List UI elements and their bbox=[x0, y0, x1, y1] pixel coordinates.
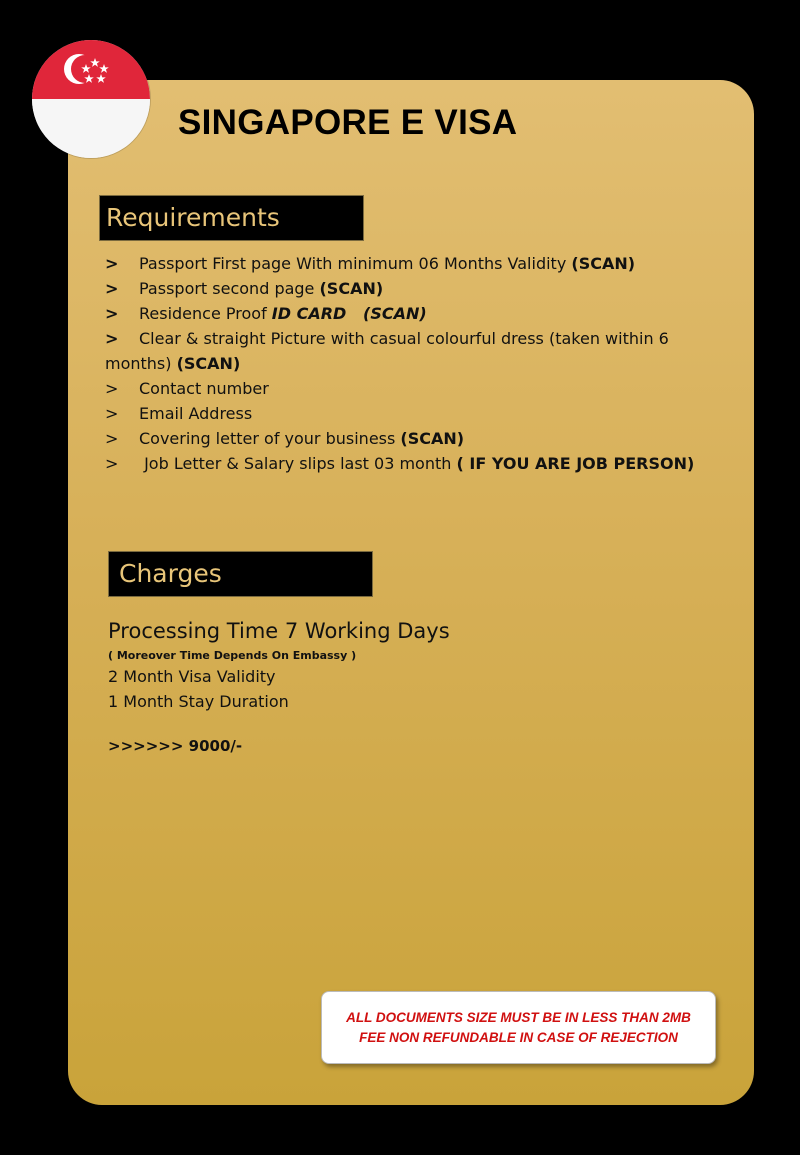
arrow-icon: > bbox=[105, 329, 119, 348]
arrow-icon: > bbox=[105, 304, 119, 323]
singapore-flag-icon bbox=[32, 40, 150, 158]
requirement-tag: ( IF YOU ARE JOB PERSON) bbox=[456, 454, 695, 473]
requirement-text: Clear & straight Picture with casual colourful dress (taken within 6 months) bbox=[105, 329, 669, 373]
requirement-tag: ID CARD (SCAN) bbox=[271, 304, 427, 323]
arrow-icon: > bbox=[105, 404, 119, 423]
requirement-text: Passport second page bbox=[139, 279, 320, 298]
notice-line-refund: FEE NON REFUNDABLE IN CASE OF REJECTION bbox=[359, 1030, 678, 1045]
requirement-tag: (SCAN) bbox=[571, 254, 636, 273]
processing-time: Processing Time 7 Working Days bbox=[108, 619, 450, 643]
requirement-text: Covering letter of your business bbox=[139, 429, 401, 448]
stay-duration: 1 Month Stay Duration bbox=[108, 692, 289, 711]
requirement-tag: (SCAN) bbox=[400, 429, 465, 448]
list-item bbox=[105, 451, 705, 476]
arrow-icon: > bbox=[105, 279, 119, 298]
requirements-list bbox=[105, 251, 705, 476]
requirement-text: Email Address bbox=[139, 404, 253, 423]
list-item bbox=[105, 276, 705, 301]
requirement-text: Residence Proof bbox=[139, 304, 272, 323]
requirement-tag: (SCAN) bbox=[176, 354, 241, 373]
requirement-text: Passport First page With minimum 06 Months Validity bbox=[139, 254, 572, 273]
arrow-icon: > bbox=[105, 254, 119, 273]
visa-price: >>>>>> 9000/- bbox=[108, 737, 243, 755]
arrow-icon: > bbox=[105, 379, 119, 398]
list-item bbox=[105, 251, 705, 276]
list-item bbox=[105, 401, 705, 426]
requirement-text: Job Letter & Salary slips last 03 month bbox=[139, 454, 457, 473]
notice-box bbox=[321, 991, 716, 1064]
list-item bbox=[105, 426, 705, 451]
requirement-tag: (SCAN) bbox=[319, 279, 384, 298]
notice-line-size: ALL DOCUMENTS SIZE MUST BE IN LESS THAN 2MB bbox=[346, 1010, 691, 1025]
list-item bbox=[105, 376, 705, 401]
charges-section bbox=[108, 617, 668, 755]
visa-validity: 2 Month Visa Validity bbox=[108, 667, 276, 686]
requirement-text: Contact number bbox=[139, 379, 269, 398]
processing-note: ( Moreover Time Depends On Embassy ) bbox=[108, 649, 357, 662]
page-title: SINGAPORE E VISA bbox=[178, 103, 518, 142]
arrow-icon: > bbox=[105, 454, 119, 473]
list-item bbox=[105, 326, 705, 376]
list-item bbox=[105, 301, 705, 326]
charges-heading: Charges bbox=[108, 551, 373, 597]
requirements-heading: Requirements bbox=[99, 195, 364, 241]
arrow-icon: > bbox=[105, 429, 119, 448]
